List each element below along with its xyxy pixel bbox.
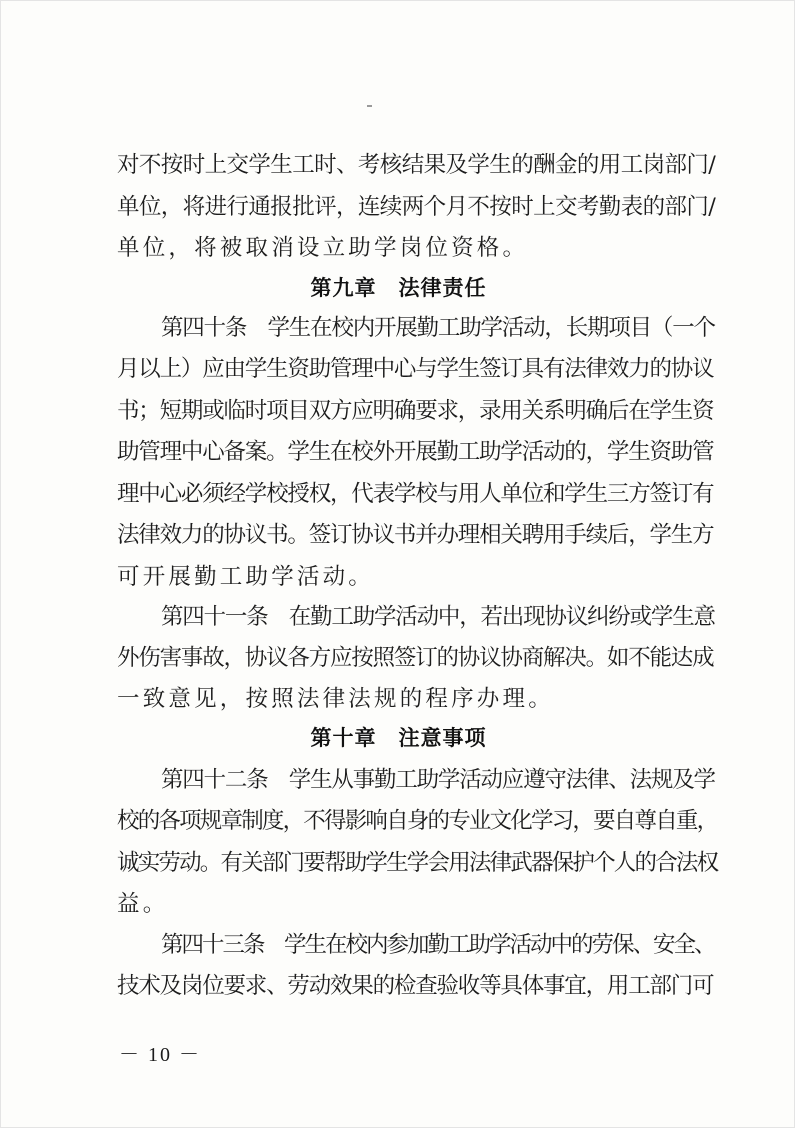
chapter-heading: 第十章 注意事项: [310, 726, 487, 750]
text-line: 单位，将进行通报批评，连续两个月不按时上交考勤表的部门/: [117, 194, 716, 220]
article-40-line: 助管理中心备案。学生在校外开展勤工助学活动的，学生资助管: [117, 439, 714, 465]
article-40-line: 可开展勤工助学活动。: [117, 564, 375, 590]
page-number: － 10 －: [119, 1044, 201, 1066]
article-43-line: 第四十三条 学生在校内参加勤工助学活动中的劳保、安全、: [161, 932, 715, 958]
text-line: 单位，将被取消设立助学岗位资格。: [117, 235, 529, 261]
article-41-line: 第四十一条 在勤工助学活动中，若出现协议纠纷或学生意: [161, 604, 715, 630]
text-line: 对不按时上交学生工时、考核结果及学生的酬金的用工岗部门/: [117, 152, 716, 178]
article-42-line: 校的各项规章制度，不得影响自身的专业文化学习，要自尊自重，: [117, 808, 718, 834]
chapter-heading: 第九章 法律责任: [310, 276, 487, 300]
article-40-line: 月以上）应由学生资助管理中心与学生签订具有法律效力的协议: [117, 356, 714, 382]
article-40-line: 第四十条 学生在校内开展勤工助学活动，长期项目（一个: [161, 315, 715, 341]
article-42-line: 益。: [117, 891, 169, 917]
article-43-line: 技术及岗位要求、劳动效果的检查验收等具体事宜，用工部门可: [117, 973, 714, 999]
article-42-line: 第四十二条 学生从事勤工助学活动应遵守法律、法规及学: [161, 767, 715, 793]
scan-mark: [367, 105, 372, 107]
article-40-line: 法律效力的协议书。签订协议书并办理相关聘用手续后，学生方: [117, 522, 714, 548]
article-42-line: 诚实劳动。有关部门要帮助学生学会用法律武器保护个人的合法权: [117, 850, 718, 876]
article-40-line: 书；短期或临时项目双方应明确要求，录用关系明确后在学生资: [117, 398, 714, 424]
article-41-line: 一致意见，按照法律法规的程序办理。: [117, 686, 554, 712]
article-41-line: 外伤害事故，协议各方应按照签订的协议协商解决。如不能达成: [117, 645, 714, 671]
article-40-line: 理中心必须经学校授权，代表学校与用人单位和学生三方签订有: [117, 481, 714, 507]
